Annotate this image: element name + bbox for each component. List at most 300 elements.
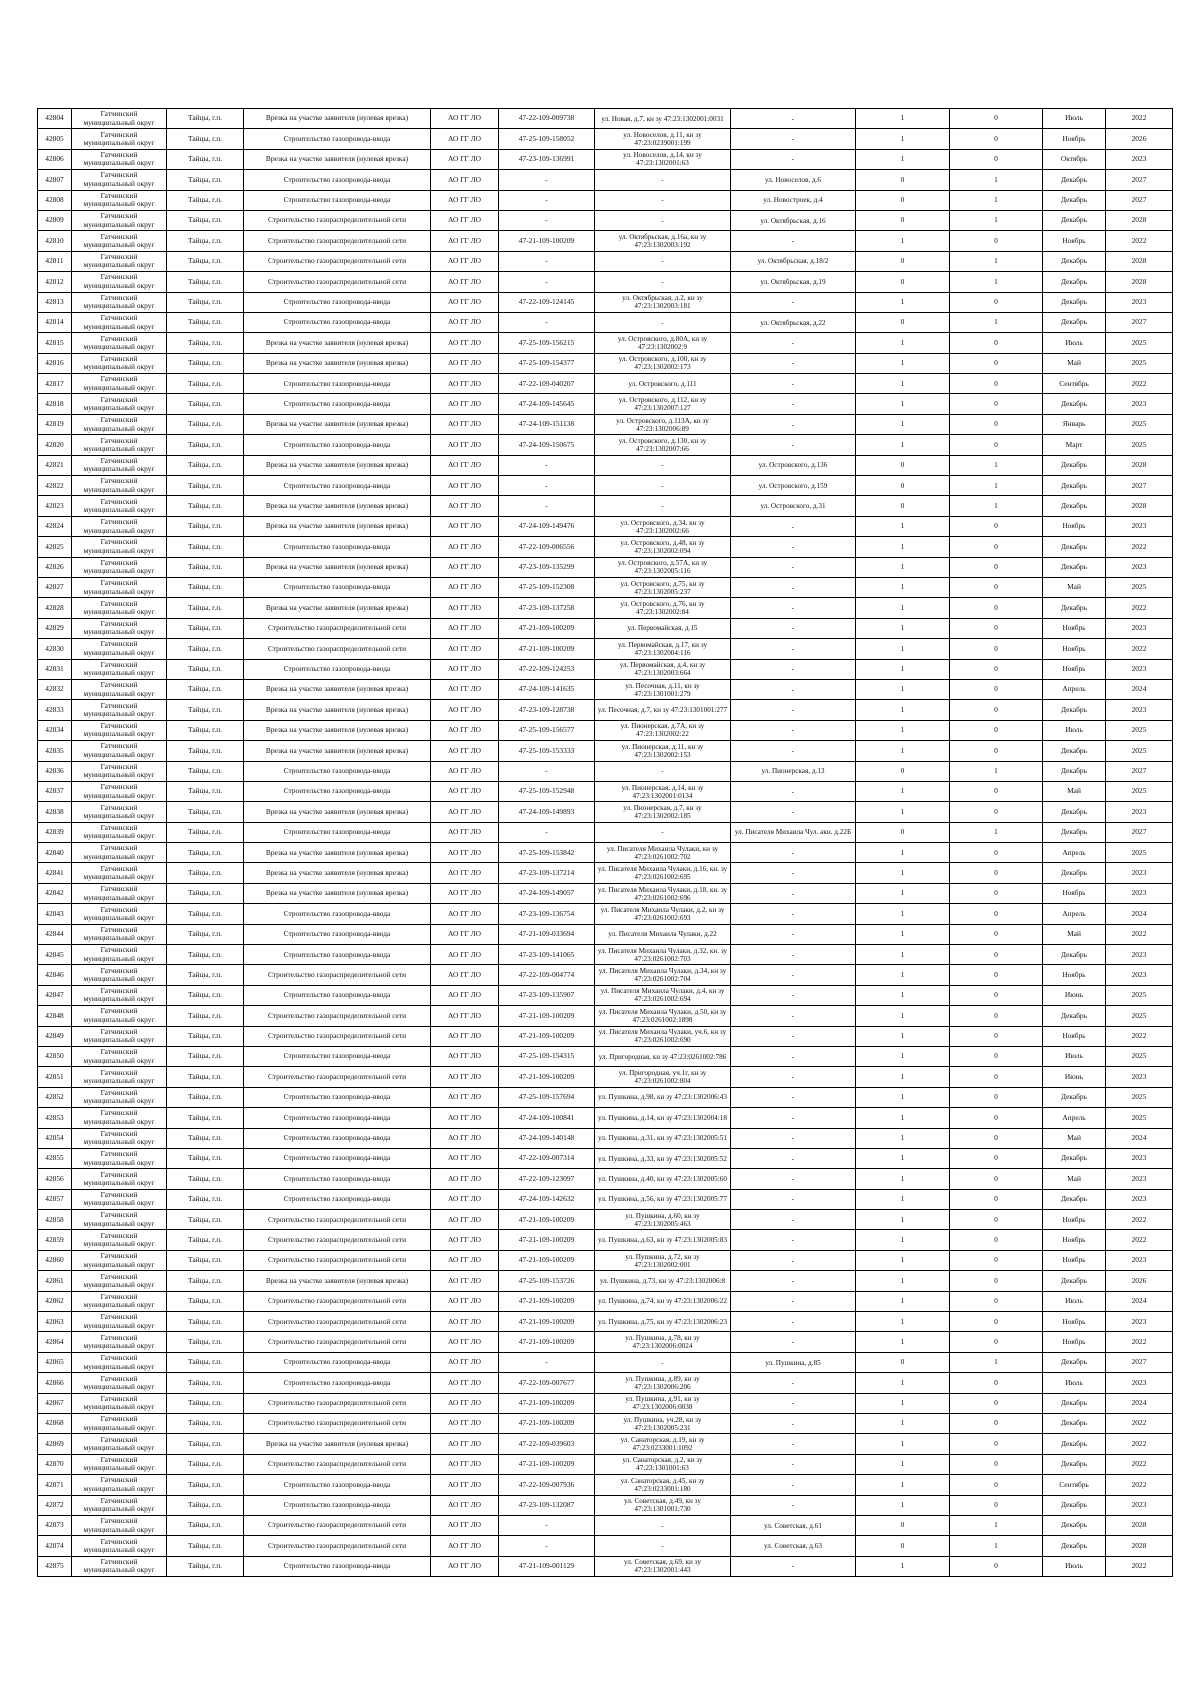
settlement-cell: Тайцы, г.п. bbox=[167, 802, 244, 822]
row-number: 42851 bbox=[38, 1067, 72, 1087]
indicator-b-cell: 0 bbox=[950, 741, 1043, 761]
indicator-a-cell: 1 bbox=[856, 1148, 950, 1168]
operator-cell: АО ГГ ЛО bbox=[431, 1026, 499, 1046]
month-cell: Декабрь bbox=[1043, 1393, 1106, 1413]
contract-number-cell: 47-24-109-151138 bbox=[499, 414, 595, 434]
contract-number-cell: 47-21-109-100209 bbox=[499, 1230, 595, 1250]
contract-number-cell: - bbox=[499, 251, 595, 271]
row-number: 42872 bbox=[38, 1495, 72, 1515]
row-number: 42864 bbox=[38, 1332, 72, 1352]
planned-address-cell: ул. Островского, д.136 bbox=[731, 455, 856, 475]
settlement-cell: Тайцы, г.п. bbox=[167, 129, 244, 149]
month-cell: Апрель bbox=[1043, 1108, 1106, 1128]
year-cell: 2023 bbox=[1106, 863, 1173, 883]
indicator-a-cell: 1 bbox=[856, 741, 950, 761]
table-row bbox=[38, 496, 1173, 516]
indicator-b-cell: 0 bbox=[950, 1454, 1043, 1474]
contract-number-cell: 47-23-109-137214 bbox=[499, 863, 595, 883]
contract-number-cell: 47-24-109-149476 bbox=[499, 516, 595, 536]
indicator-b-cell: 0 bbox=[950, 945, 1043, 965]
operator-cell: АО ГГ ЛО bbox=[431, 210, 499, 230]
operator-cell: АО ГГ ЛО bbox=[431, 1454, 499, 1474]
year-cell: 2025 bbox=[1106, 435, 1173, 455]
contract-number-cell: 47-21-109-100209 bbox=[499, 618, 595, 638]
contract-number-cell: 47-22-109-040207 bbox=[499, 374, 595, 394]
row-number: 42824 bbox=[38, 516, 72, 536]
address-cell: ул. Островского, д.75, кн зу 47:23:1302005:237 bbox=[595, 577, 731, 597]
row-number: 42814 bbox=[38, 312, 72, 332]
operator-cell: АО ГГ ЛО bbox=[431, 1373, 499, 1393]
address-cell: ул. Пушкина, д.33, кн зу 47:23:1302005:52 bbox=[595, 1148, 731, 1168]
settlement-cell: Тайцы, г.п. bbox=[167, 1352, 244, 1372]
operator-cell: АО ГГ ЛО bbox=[431, 1291, 499, 1311]
contract-number-cell: 47-25-109-158052 bbox=[499, 129, 595, 149]
operator-cell: АО ГГ ЛО bbox=[431, 985, 499, 1005]
indicator-a-cell: 1 bbox=[856, 1495, 950, 1515]
settlement-cell: Тайцы, г.п. bbox=[167, 1536, 244, 1556]
indicator-a-cell: 1 bbox=[856, 1210, 950, 1230]
settlement-cell: Тайцы, г.п. bbox=[167, 1087, 244, 1107]
operator-cell: АО ГГ ЛО bbox=[431, 1128, 499, 1148]
row-number: 42831 bbox=[38, 659, 72, 679]
operator-cell: АО ГГ ЛО bbox=[431, 272, 499, 292]
indicator-b-cell: 0 bbox=[950, 394, 1043, 414]
year-cell: 2023 bbox=[1106, 1189, 1173, 1209]
contract-number-cell: 47-24-109-140148 bbox=[499, 1128, 595, 1148]
municipality-cell: Гатчинский муниципальный округ bbox=[72, 109, 167, 129]
address-cell: ул. Санаторская, д.19, кн зу 47:23:0233001:1092 bbox=[595, 1434, 731, 1454]
row-number: 42812 bbox=[38, 272, 72, 292]
work-type-cell: Врезка на участке заявителя (нулевая врезка) bbox=[244, 802, 431, 822]
indicator-b-cell: 0 bbox=[950, 1148, 1043, 1168]
contract-number-cell: 47-25-109-154315 bbox=[499, 1046, 595, 1066]
municipality-cell: Гатчинский муниципальный округ bbox=[72, 1026, 167, 1046]
month-cell: Май bbox=[1043, 781, 1106, 801]
work-type-cell: Строительство газораспределительной сети bbox=[244, 231, 431, 251]
address-cell: ул. Островского, д.57А, кн зу 47:23:1302005:116 bbox=[595, 557, 731, 577]
contract-number-cell: 47-25-109-154377 bbox=[499, 353, 595, 373]
indicator-b-cell: 0 bbox=[950, 1495, 1043, 1515]
work-type-cell: Строительство газопровода-ввода bbox=[244, 1189, 431, 1209]
indicator-a-cell: 1 bbox=[856, 1556, 950, 1576]
row-number: 42813 bbox=[38, 292, 72, 312]
table-row bbox=[38, 476, 1173, 496]
table-row bbox=[38, 1373, 1173, 1393]
contract-number-cell: - bbox=[499, 312, 595, 332]
row-number: 42821 bbox=[38, 455, 72, 475]
table-row bbox=[38, 557, 1173, 577]
indicator-a-cell: 1 bbox=[856, 1189, 950, 1209]
row-number: 42839 bbox=[38, 822, 72, 842]
operator-cell: АО ГГ ЛО bbox=[431, 1169, 499, 1189]
contract-number-cell: 47-22-109-123097 bbox=[499, 1169, 595, 1189]
operator-cell: АО ГГ ЛО bbox=[431, 598, 499, 618]
row-number: 42868 bbox=[38, 1414, 72, 1434]
month-cell: Январь bbox=[1043, 414, 1106, 434]
indicator-b-cell: 0 bbox=[950, 1332, 1043, 1352]
month-cell: Ноябрь bbox=[1043, 883, 1106, 903]
indicator-b-cell: 0 bbox=[950, 414, 1043, 434]
indicator-b-cell: 0 bbox=[950, 1026, 1043, 1046]
year-cell: 2028 bbox=[1106, 496, 1173, 516]
municipality-cell: Гатчинский муниципальный округ bbox=[72, 945, 167, 965]
operator-cell: АО ГГ ЛО bbox=[431, 700, 499, 720]
operator-cell: АО ГГ ЛО bbox=[431, 333, 499, 353]
municipality-cell: Гатчинский муниципальный округ bbox=[72, 210, 167, 230]
settlement-cell: Тайцы, г.п. bbox=[167, 476, 244, 496]
table-row bbox=[38, 231, 1173, 251]
year-cell: 2023 bbox=[1106, 659, 1173, 679]
month-cell: Ноябрь bbox=[1043, 1332, 1106, 1352]
work-type-cell: Строительство газораспределительной сети bbox=[244, 1210, 431, 1230]
operator-cell: АО ГГ ЛО bbox=[431, 1312, 499, 1332]
indicator-b-cell: 1 bbox=[950, 1536, 1043, 1556]
operator-cell: АО ГГ ЛО bbox=[431, 577, 499, 597]
planned-address-cell: - bbox=[731, 720, 856, 740]
planned-address-cell: - bbox=[731, 1312, 856, 1332]
settlement-cell: Тайцы, г.п. bbox=[167, 251, 244, 271]
indicator-b-cell: 0 bbox=[950, 1373, 1043, 1393]
indicator-a-cell: 1 bbox=[856, 1250, 950, 1270]
table-row bbox=[38, 353, 1173, 373]
contract-number-cell: - bbox=[499, 190, 595, 210]
month-cell: Ноябрь bbox=[1043, 1210, 1106, 1230]
month-cell: Ноябрь bbox=[1043, 516, 1106, 536]
table-row bbox=[38, 659, 1173, 679]
operator-cell: АО ГГ ЛО bbox=[431, 1393, 499, 1413]
municipality-cell: Гатчинский муниципальный округ bbox=[72, 1475, 167, 1495]
contract-number-cell: 47-22-109-004774 bbox=[499, 965, 595, 985]
table-row bbox=[38, 1352, 1173, 1372]
year-cell: 2023 bbox=[1106, 802, 1173, 822]
row-number: 42841 bbox=[38, 863, 72, 883]
indicator-b-cell: 0 bbox=[950, 1393, 1043, 1413]
year-cell: 2023 bbox=[1106, 965, 1173, 985]
row-number: 42832 bbox=[38, 679, 72, 699]
table-row bbox=[38, 945, 1173, 965]
table-row bbox=[38, 272, 1173, 292]
municipality-cell: Гатчинский муниципальный округ bbox=[72, 435, 167, 455]
month-cell: Декабрь bbox=[1043, 272, 1106, 292]
municipality-cell: Гатчинский муниципальный округ bbox=[72, 190, 167, 210]
month-cell: Ноябрь bbox=[1043, 965, 1106, 985]
planned-address-cell: - bbox=[731, 1026, 856, 1046]
indicator-b-cell: 1 bbox=[950, 496, 1043, 516]
work-type-cell: Врезка на участке заявителя (нулевая врезка) bbox=[244, 700, 431, 720]
operator-cell: АО ГГ ЛО bbox=[431, 618, 499, 638]
address-cell: ул. Писателя Михаила Чулаки, д.50, кн зу 47:23:0261002:1898 bbox=[595, 1006, 731, 1026]
indicator-a-cell: 1 bbox=[856, 1434, 950, 1454]
row-number: 42823 bbox=[38, 496, 72, 516]
month-cell: Декабрь bbox=[1043, 741, 1106, 761]
address-cell: ул. Островского, д.113А, кн зу 47:23:1302006:89 bbox=[595, 414, 731, 434]
operator-cell: АО ГГ ЛО bbox=[431, 1515, 499, 1535]
municipality-cell: Гатчинский муниципальный округ bbox=[72, 1393, 167, 1413]
address-cell: - bbox=[595, 170, 731, 190]
operator-cell: АО ГГ ЛО bbox=[431, 1332, 499, 1352]
address-cell: ул. Писателя Михаила Чулаки, д.32, кн. зу 47:23:0261002:703 bbox=[595, 945, 731, 965]
month-cell: Декабрь bbox=[1043, 537, 1106, 557]
municipality-cell: Гатчинский муниципальный округ bbox=[72, 720, 167, 740]
row-number: 42820 bbox=[38, 435, 72, 455]
work-type-cell: Строительство газопровода-ввода bbox=[244, 1108, 431, 1128]
month-cell: Ноябрь bbox=[1043, 639, 1106, 659]
work-type-cell: Строительство газопровода-ввода bbox=[244, 1148, 431, 1168]
indicator-a-cell: 0 bbox=[856, 312, 950, 332]
municipality-cell: Гатчинский муниципальный округ bbox=[72, 1434, 167, 1454]
operator-cell: АО ГГ ЛО bbox=[431, 639, 499, 659]
address-cell: - bbox=[595, 476, 731, 496]
address-cell: ул. Островского, д.76, кн зу 47:23:1302002:84 bbox=[595, 598, 731, 618]
contract-number-cell: 47-25-109-153842 bbox=[499, 843, 595, 863]
operator-cell: АО ГГ ЛО bbox=[431, 129, 499, 149]
operator-cell: АО ГГ ЛО bbox=[431, 802, 499, 822]
row-number: 42869 bbox=[38, 1434, 72, 1454]
settlement-cell: Тайцы, г.п. bbox=[167, 1006, 244, 1026]
indicator-b-cell: 0 bbox=[950, 1189, 1043, 1209]
contract-number-cell: 47-22-109-009738 bbox=[499, 109, 595, 129]
indicator-a-cell: 1 bbox=[856, 1067, 950, 1087]
planned-address-cell: - bbox=[731, 659, 856, 679]
planned-address-cell: - bbox=[731, 1087, 856, 1107]
indicator-a-cell: 1 bbox=[856, 700, 950, 720]
row-number: 42807 bbox=[38, 170, 72, 190]
work-type-cell: Врезка на участке заявителя (нулевая врезка) bbox=[244, 557, 431, 577]
settlement-cell: Тайцы, г.п. bbox=[167, 985, 244, 1005]
address-cell: - bbox=[595, 272, 731, 292]
indicator-a-cell: 1 bbox=[856, 1230, 950, 1250]
operator-cell: АО ГГ ЛО bbox=[431, 1495, 499, 1515]
work-type-cell: Строительство газораспределительной сети bbox=[244, 272, 431, 292]
row-number: 42862 bbox=[38, 1291, 72, 1311]
year-cell: 2025 bbox=[1106, 1006, 1173, 1026]
operator-cell: АО ГГ ЛО bbox=[431, 741, 499, 761]
municipality-cell: Гатчинский муниципальный округ bbox=[72, 822, 167, 842]
year-cell: 2022 bbox=[1106, 1475, 1173, 1495]
year-cell: 2025 bbox=[1106, 741, 1173, 761]
indicator-a-cell: 0 bbox=[856, 272, 950, 292]
indicator-a-cell: 1 bbox=[856, 231, 950, 251]
year-cell: 2026 bbox=[1106, 1271, 1173, 1291]
planned-address-cell: ул. Пушкина, д.85 bbox=[731, 1352, 856, 1372]
indicator-b-cell: 0 bbox=[950, 883, 1043, 903]
planned-address-cell: ул. Новоселов, д.6 bbox=[731, 170, 856, 190]
indicator-a-cell: 1 bbox=[856, 985, 950, 1005]
indicator-b-cell: 0 bbox=[950, 333, 1043, 353]
contract-number-cell: 47-22-109-124253 bbox=[499, 659, 595, 679]
work-type-cell: Врезка на участке заявителя (нулевая врезка) bbox=[244, 496, 431, 516]
row-number: 42816 bbox=[38, 353, 72, 373]
month-cell: Декабрь bbox=[1043, 1434, 1106, 1454]
address-cell: ул. Писателя Михаила Чулаки, д.34, кн зу 47:23:0261002:704 bbox=[595, 965, 731, 985]
settlement-cell: Тайцы, г.п. bbox=[167, 1312, 244, 1332]
work-type-cell: Строительство газораспределительной сети bbox=[244, 1230, 431, 1250]
work-type-cell: Строительство газопровода-ввода bbox=[244, 904, 431, 924]
operator-cell: АО ГГ ЛО bbox=[431, 394, 499, 414]
year-cell: 2025 bbox=[1106, 781, 1173, 801]
address-cell: ул. Писателя Михаила Чулаки, д.16, кн. зу 47:23:0261002:695 bbox=[595, 863, 731, 883]
indicator-a-cell: 0 bbox=[856, 190, 950, 210]
month-cell: Декабрь bbox=[1043, 251, 1106, 271]
table-row bbox=[38, 1393, 1173, 1413]
indicator-a-cell: 1 bbox=[856, 414, 950, 434]
address-cell: ул. Пушкина, д.63, кн зу 47:23:1302005:83 bbox=[595, 1230, 731, 1250]
operator-cell: АО ГГ ЛО bbox=[431, 312, 499, 332]
settlement-cell: Тайцы, г.п. bbox=[167, 700, 244, 720]
address-cell: ул. Новая, д.7, кн зу 47:23:1302001:0031 bbox=[595, 109, 731, 129]
year-cell: 2023 bbox=[1106, 883, 1173, 903]
row-number: 42863 bbox=[38, 1312, 72, 1332]
planned-address-cell: ул. Советская, д.63 bbox=[731, 1536, 856, 1556]
indicator-b-cell: 1 bbox=[950, 210, 1043, 230]
month-cell: Декабрь bbox=[1043, 598, 1106, 618]
address-cell: - bbox=[595, 455, 731, 475]
work-type-cell: Строительство газораспределительной сети bbox=[244, 1006, 431, 1026]
planned-address-cell: - bbox=[731, 924, 856, 944]
month-cell: Апрель bbox=[1043, 843, 1106, 863]
address-cell: ул. Писателя Михаила Чулаки, уч.6, кн зу 47:23:0261002:690 bbox=[595, 1026, 731, 1046]
year-cell: 2024 bbox=[1106, 1291, 1173, 1311]
planned-address-cell: - bbox=[731, 1006, 856, 1026]
work-type-cell: Врезка на участке заявителя (нулевая врезка) bbox=[244, 1434, 431, 1454]
settlement-cell: Тайцы, г.п. bbox=[167, 1515, 244, 1535]
address-cell: ул. Писателя Михаила Чулаки, кн зу 47:23:0261002:702 bbox=[595, 843, 731, 863]
planned-address-cell: ул. Писателя Михаила Чул. акн. д.22Б bbox=[731, 822, 856, 842]
month-cell: Май bbox=[1043, 353, 1106, 373]
indicator-a-cell: 1 bbox=[856, 557, 950, 577]
planned-address-cell: - bbox=[731, 435, 856, 455]
indicator-b-cell: 0 bbox=[950, 618, 1043, 638]
month-cell: Декабрь bbox=[1043, 802, 1106, 822]
indicator-a-cell: 0 bbox=[856, 170, 950, 190]
planned-address-cell: - bbox=[731, 1414, 856, 1434]
planned-address-cell: - bbox=[731, 557, 856, 577]
table-row bbox=[38, 312, 1173, 332]
municipality-cell: Гатчинский муниципальный округ bbox=[72, 904, 167, 924]
address-cell: ул. Писателя Михаила Чулаки, д.22 bbox=[595, 924, 731, 944]
row-number: 42835 bbox=[38, 741, 72, 761]
indicator-a-cell: 1 bbox=[856, 1169, 950, 1189]
municipality-cell: Гатчинский муниципальный округ bbox=[72, 659, 167, 679]
year-cell: 2022 bbox=[1106, 374, 1173, 394]
indicator-a-cell: 1 bbox=[856, 1332, 950, 1352]
year-cell: 2027 bbox=[1106, 1352, 1173, 1372]
settlement-cell: Тайцы, г.п. bbox=[167, 190, 244, 210]
row-number: 42822 bbox=[38, 476, 72, 496]
month-cell: Июль bbox=[1043, 1291, 1106, 1311]
year-cell: 2023 bbox=[1106, 618, 1173, 638]
work-type-cell: Строительство газопровода-ввода bbox=[244, 1373, 431, 1393]
planned-address-cell: - bbox=[731, 1373, 856, 1393]
indicator-b-cell: 0 bbox=[950, 537, 1043, 557]
planned-address-cell: - bbox=[731, 1332, 856, 1352]
planned-address-cell: ул. Советская, д.61 bbox=[731, 1515, 856, 1535]
indicator-b-cell: 1 bbox=[950, 272, 1043, 292]
address-cell: ул. Октябрьская, д.2, кн зу 47:23:1302003:181 bbox=[595, 292, 731, 312]
indicator-b-cell: 0 bbox=[950, 700, 1043, 720]
year-cell: 2027 bbox=[1106, 761, 1173, 781]
municipality-cell: Гатчинский муниципальный округ bbox=[72, 170, 167, 190]
contract-number-cell: 47-25-109-157694 bbox=[499, 1087, 595, 1107]
operator-cell: АО ГГ ЛО bbox=[431, 1434, 499, 1454]
contract-number-cell: 47-25-109-156215 bbox=[499, 333, 595, 353]
municipality-cell: Гатчинский муниципальный округ bbox=[72, 883, 167, 903]
municipality-cell: Гатчинский муниципальный округ bbox=[72, 231, 167, 251]
municipality-cell: Гатчинский муниципальный округ bbox=[72, 1556, 167, 1576]
indicator-b-cell: 0 bbox=[950, 1312, 1043, 1332]
month-cell: Ноябрь bbox=[1043, 1026, 1106, 1046]
operator-cell: АО ГГ ЛО bbox=[431, 822, 499, 842]
year-cell: 2025 bbox=[1106, 985, 1173, 1005]
year-cell: 2022 bbox=[1106, 537, 1173, 557]
municipality-cell: Гатчинский муниципальный округ bbox=[72, 455, 167, 475]
table-row bbox=[38, 292, 1173, 312]
indicator-b-cell: 0 bbox=[950, 639, 1043, 659]
settlement-cell: Тайцы, г.п. bbox=[167, 945, 244, 965]
table-row bbox=[38, 904, 1173, 924]
row-number: 42859 bbox=[38, 1230, 72, 1250]
year-cell: 2023 bbox=[1106, 149, 1173, 169]
work-type-cell: Строительство газопровода-ввода bbox=[244, 1556, 431, 1576]
year-cell: 2028 bbox=[1106, 272, 1173, 292]
month-cell: Декабрь bbox=[1043, 455, 1106, 475]
row-number: 42860 bbox=[38, 1250, 72, 1270]
planned-address-cell: - bbox=[731, 1393, 856, 1413]
table-row bbox=[38, 516, 1173, 536]
contract-number-cell: 47-21-109-100209 bbox=[499, 1067, 595, 1087]
contract-number-cell: 47-22-109-039603 bbox=[499, 1434, 595, 1454]
settlement-cell: Тайцы, г.п. bbox=[167, 1128, 244, 1148]
indicator-b-cell: 1 bbox=[950, 251, 1043, 271]
row-number: 42815 bbox=[38, 333, 72, 353]
municipality-cell: Гатчинский муниципальный округ bbox=[72, 1373, 167, 1393]
work-type-cell: Врезка на участке заявителя (нулевая врезка) bbox=[244, 109, 431, 129]
month-cell: Декабрь bbox=[1043, 700, 1106, 720]
contract-number-cell: 47-25-109-156577 bbox=[499, 720, 595, 740]
row-number: 42875 bbox=[38, 1556, 72, 1576]
municipality-cell: Гатчинский муниципальный округ bbox=[72, 1148, 167, 1168]
contract-number-cell: - bbox=[499, 455, 595, 475]
planned-address-cell: - bbox=[731, 374, 856, 394]
indicator-a-cell: 0 bbox=[856, 1536, 950, 1556]
contract-number-cell: 47-23-109-136754 bbox=[499, 904, 595, 924]
operator-cell: АО ГГ ЛО bbox=[431, 1414, 499, 1434]
table-row bbox=[38, 679, 1173, 699]
settlement-cell: Тайцы, г.п. bbox=[167, 883, 244, 903]
table-row bbox=[38, 1230, 1173, 1250]
planned-address-cell: - bbox=[731, 598, 856, 618]
address-cell: ул. Первомайская, д.17, кн зу 47:23:1302004:116 bbox=[595, 639, 731, 659]
row-number: 42838 bbox=[38, 802, 72, 822]
contract-number-cell: 47-21-109-100209 bbox=[499, 1414, 595, 1434]
municipality-cell: Гатчинский муниципальный округ bbox=[72, 129, 167, 149]
indicator-b-cell: 0 bbox=[950, 149, 1043, 169]
row-number: 42867 bbox=[38, 1393, 72, 1413]
settlement-cell: Тайцы, г.п. bbox=[167, 761, 244, 781]
indicator-a-cell: 1 bbox=[856, 353, 950, 373]
indicator-a-cell: 1 bbox=[856, 639, 950, 659]
table-row bbox=[38, 1414, 1173, 1434]
municipality-cell: Гатчинский муниципальный округ bbox=[72, 1189, 167, 1209]
address-cell: ул. Писателя Михаила Чулаки, д.4, кн зу 47:23:0261002:694 bbox=[595, 985, 731, 1005]
settlement-cell: Тайцы, г.п. bbox=[167, 1332, 244, 1352]
work-type-cell: Строительство газопровода-ввода bbox=[244, 476, 431, 496]
municipality-cell: Гатчинский муниципальный округ bbox=[72, 292, 167, 312]
indicator-a-cell: 1 bbox=[856, 965, 950, 985]
table-row bbox=[38, 863, 1173, 883]
settlement-cell: Тайцы, г.п. bbox=[167, 1475, 244, 1495]
month-cell: Декабрь bbox=[1043, 761, 1106, 781]
